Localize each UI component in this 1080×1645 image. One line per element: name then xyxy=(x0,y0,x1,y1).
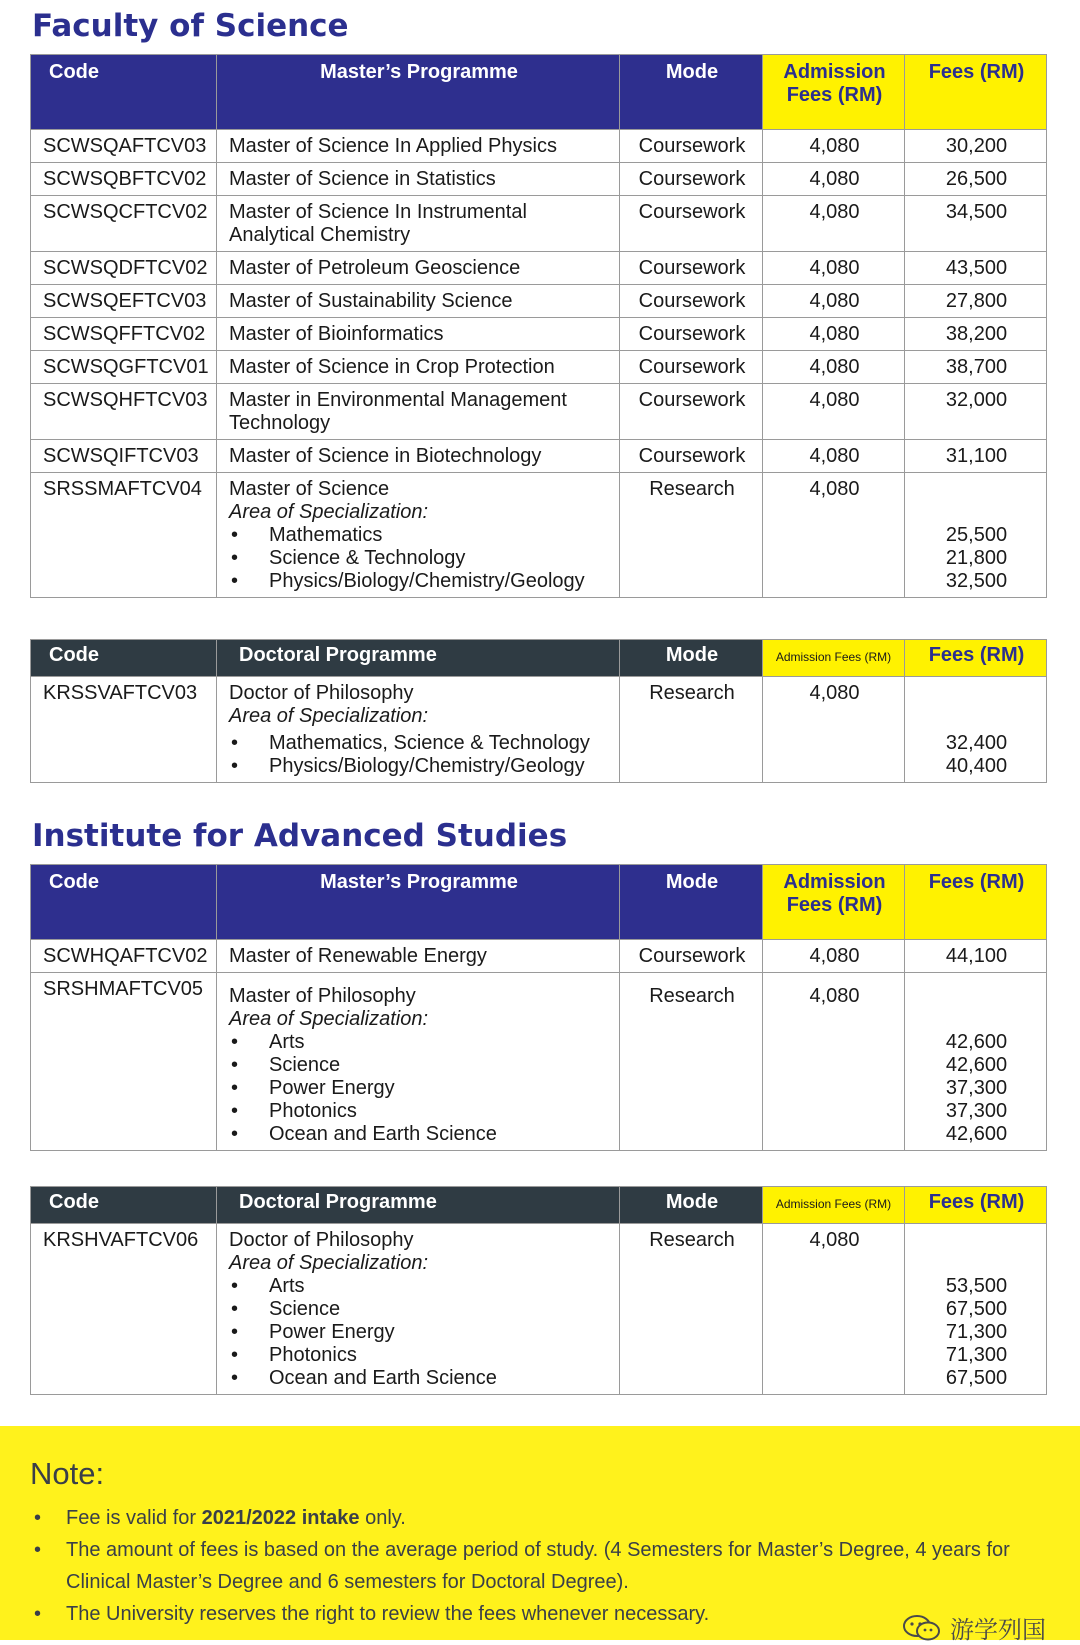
table-header-row xyxy=(31,865,1047,940)
table-header-row xyxy=(31,1187,1047,1224)
fee-cell: 27,800 xyxy=(905,285,1047,318)
admission-fee-cell: 4,080 xyxy=(763,440,905,473)
programme-name: Master of Science in Crop Protection xyxy=(217,351,620,384)
mode-cell: Coursework xyxy=(620,940,763,973)
programme-code: SCWSQIFTCV03 xyxy=(31,440,217,473)
specialization-item: • Power Energy xyxy=(229,1321,609,1344)
specialization-fee: 37,300 xyxy=(945,1100,1008,1122)
doctoral-programme-header: Doctoral Programme xyxy=(217,640,620,677)
specialization-fee: 67,500 xyxy=(945,1367,1008,1389)
mode-cell: Research xyxy=(620,1224,763,1395)
fee-cell xyxy=(905,677,1047,783)
specialization-fee: 42,600 xyxy=(945,1031,1008,1053)
mode-header: Mode xyxy=(620,55,763,130)
ias-doctoral-table xyxy=(30,1186,1047,1395)
table-row xyxy=(31,473,1047,598)
specialization-item: • Science xyxy=(229,1298,609,1321)
admission-fee-cell: 4,080 xyxy=(763,1224,905,1395)
programme-name: Master of Bioinformatics xyxy=(217,318,620,351)
admission-fee-cell: 4,080 xyxy=(763,252,905,285)
programme-code: SCWSQCFTCV02 xyxy=(31,196,217,252)
note-item-1-pre: Fee is valid for xyxy=(66,1507,202,1529)
programme-title: Doctor of Philosophy xyxy=(229,682,414,704)
specialization-fee: 42,600 xyxy=(945,1123,1008,1145)
admission-fee-cell: 4,080 xyxy=(763,163,905,196)
mode-cell: Coursework xyxy=(620,163,763,196)
table-row xyxy=(31,285,1047,318)
specialization-fee: 21,800 xyxy=(945,547,1008,569)
mode-header: Mode xyxy=(620,1187,763,1224)
specialization-item: • Science & Technology xyxy=(229,547,609,570)
fee-cell: 26,500 xyxy=(905,163,1047,196)
specialization-item: • Arts xyxy=(229,1031,609,1054)
programme-name: Master of Science In Instrumental Analytical Chemistry xyxy=(217,196,620,252)
table-row xyxy=(31,351,1047,384)
programme-code: SCWSQGFTCV01 xyxy=(31,351,217,384)
admission-fees-header: Admission Fees (RM) xyxy=(763,865,905,940)
code-header: Code xyxy=(31,1187,217,1224)
programme-name xyxy=(217,677,620,783)
mode-cell: Coursework xyxy=(620,196,763,252)
table-row xyxy=(31,677,1047,783)
note-title: Note: xyxy=(30,1456,105,1491)
note-panel xyxy=(0,1426,1080,1644)
specialization-fee: 32,400 xyxy=(945,732,1008,754)
admission-fee-cell: 4,080 xyxy=(763,130,905,163)
table-header-row xyxy=(31,640,1047,677)
specialization-list xyxy=(229,524,609,593)
table-row xyxy=(31,196,1047,252)
mode-cell: Coursework xyxy=(620,440,763,473)
mode-header: Mode xyxy=(620,640,763,677)
admission-fee-cell: 4,080 xyxy=(763,473,905,598)
programme-code: SCWSQFFTCV02 xyxy=(31,318,217,351)
programme-title: Master of Science xyxy=(229,478,390,500)
specialization-item: • Science xyxy=(229,1054,609,1077)
mode-cell: Coursework xyxy=(620,285,763,318)
admission-fee-cell: 4,080 xyxy=(763,196,905,252)
mode-cell: Coursework xyxy=(620,351,763,384)
fee-cell: 38,200 xyxy=(905,318,1047,351)
specialization-item: • Physics/Biology/Chemistry/Geology xyxy=(229,570,609,593)
fee-cell: 32,000 xyxy=(905,384,1047,440)
programme-name: Master of Science in Statistics xyxy=(217,163,620,196)
fee-cell: 30,200 xyxy=(905,130,1047,163)
note-intake-highlight: 2021/2022 intake xyxy=(201,1507,360,1529)
programme-code: SRSSMAFTCV04 xyxy=(31,473,217,598)
mode-cell: Coursework xyxy=(620,384,763,440)
fees-header: Fees (RM) xyxy=(905,640,1047,677)
table-row xyxy=(31,163,1047,196)
specialization-fee: 67,500 xyxy=(945,1298,1008,1320)
institute-for-advanced-studies-title: Institute for Advanced Studies xyxy=(32,818,568,854)
programme-code: KRSHVAFTCV06 xyxy=(31,1224,217,1395)
fee-cell: 43,500 xyxy=(905,252,1047,285)
admission-fees-header: Admission Fees (RM) xyxy=(763,55,905,130)
fee-cell: 31,100 xyxy=(905,440,1047,473)
specialization-item: • Ocean and Earth Science xyxy=(229,1123,609,1146)
specialization-fee: 25,500 xyxy=(945,524,1008,546)
specialization-fee: 37,300 xyxy=(945,1077,1008,1099)
specialization-fee: 71,300 xyxy=(945,1344,1008,1366)
programme-name xyxy=(217,473,620,598)
faculty-of-science-title: Faculty of Science xyxy=(32,8,349,44)
table-row xyxy=(31,318,1047,351)
table-row xyxy=(31,973,1047,1151)
note-item: • The University reserves the right to review the fees whenever necessary. xyxy=(30,1598,1070,1630)
masters-programme-header: Master’s Programme xyxy=(217,55,620,130)
specialization-fee: 71,300 xyxy=(945,1321,1008,1343)
programme-code: SCWSQHFTCV03 xyxy=(31,384,217,440)
specialization-item: • Ocean and Earth Science xyxy=(229,1367,609,1390)
table-row xyxy=(31,384,1047,440)
doctoral-programme-header: Doctoral Programme xyxy=(217,1187,620,1224)
admission-fee-cell: 4,080 xyxy=(763,940,905,973)
programme-code: KRSSVAFTCV03 xyxy=(31,677,217,783)
fees-header: Fees (RM) xyxy=(905,865,1047,940)
fos-doctoral-table xyxy=(30,639,1047,783)
specialization-fee: 42,600 xyxy=(945,1054,1008,1076)
fees-header: Fees (RM) xyxy=(905,55,1047,130)
admission-fee-cell: 4,080 xyxy=(763,973,905,1151)
programme-name xyxy=(217,973,620,1151)
mode-cell: Coursework xyxy=(620,252,763,285)
specialization-list xyxy=(229,1031,609,1146)
admission-fee-cell: 4,080 xyxy=(763,351,905,384)
table-row xyxy=(31,1224,1047,1395)
fee-cell xyxy=(905,973,1047,1151)
programme-code: SCWHQAFTCV02 xyxy=(31,940,217,973)
watermark-text: 游学列国 xyxy=(950,1617,1046,1644)
ias-masters-table xyxy=(30,864,1047,1151)
admission-fees-header: Admission Fees (RM) xyxy=(763,640,905,677)
specialization-item: • Photonics xyxy=(229,1344,609,1367)
code-header: Code xyxy=(31,865,217,940)
programme-name: Master of Petroleum Geoscience xyxy=(217,252,620,285)
programme-code: SCWSQEFTCV03 xyxy=(31,285,217,318)
programme-title: Doctor of Philosophy xyxy=(229,1229,414,1251)
specialization-label: Area of Specialization: xyxy=(229,1252,429,1274)
specialization-item: • Mathematics xyxy=(229,524,609,547)
programme-title: Master of Philosophy xyxy=(229,985,416,1007)
wechat-icon xyxy=(902,1614,942,1642)
mode-cell: Coursework xyxy=(620,318,763,351)
specialization-fee: 53,500 xyxy=(945,1275,1008,1297)
programme-name: Master in Environmental Management Technology xyxy=(217,384,620,440)
admission-fees-header: Admission Fees (RM) xyxy=(763,1187,905,1224)
specialization-label: Area of Specialization: xyxy=(229,1008,429,1030)
specialization-item: • Physics/Biology/Chemistry/Geology xyxy=(229,755,609,778)
specialization-item: • Power Energy xyxy=(229,1077,609,1100)
fee-cell: 34,500 xyxy=(905,196,1047,252)
programme-code: SCWSQDFTCV02 xyxy=(31,252,217,285)
admission-fee-cell: 4,080 xyxy=(763,285,905,318)
note-item-1-post: only. xyxy=(359,1507,406,1529)
masters-programme-header: Master’s Programme xyxy=(217,865,620,940)
programme-name: Master of Renewable Energy xyxy=(217,940,620,973)
note-item: • The amount of fees is based on the average period of study. (4 Semesters for Master’s Degree, 4 years for Clinical Master’s Degree and 6 semesters for Doctoral Degree). xyxy=(30,1534,1070,1598)
mode-header: Mode xyxy=(620,865,763,940)
fos-masters-table xyxy=(30,54,1047,598)
fee-cell xyxy=(905,473,1047,598)
table-row xyxy=(31,252,1047,285)
specialization-label: Area of Specialization: xyxy=(229,705,429,727)
programme-name: Master of Science in Biotechnology xyxy=(217,440,620,473)
mode-cell: Research xyxy=(620,473,763,598)
programme-code: SCWSQAFTCV03 xyxy=(31,130,217,163)
specialization-fee: 40,400 xyxy=(945,755,1008,777)
specialization-list xyxy=(229,732,609,778)
admission-fee-cell: 4,080 xyxy=(763,318,905,351)
specialization-item: • Photonics xyxy=(229,1100,609,1123)
fees-header: Fees (RM) xyxy=(905,1187,1047,1224)
programme-name: Master of Science In Applied Physics xyxy=(217,130,620,163)
specialization-label: Area of Specialization: xyxy=(229,501,429,523)
specialization-item: • Mathematics, Science & Technology xyxy=(229,732,609,755)
programme-code: SRSHMAFTCV05 xyxy=(31,973,217,1151)
mode-cell: Coursework xyxy=(620,130,763,163)
fee-cell xyxy=(905,1224,1047,1395)
programme-name: Master of Sustainability Science xyxy=(217,285,620,318)
table-row xyxy=(31,130,1047,163)
specialization-list xyxy=(229,1275,609,1390)
note-item xyxy=(30,1502,1070,1534)
specialization-fee: 32,500 xyxy=(945,570,1008,592)
code-header: Code xyxy=(31,640,217,677)
table-header-row xyxy=(31,55,1047,130)
admission-fee-cell: 4,080 xyxy=(763,384,905,440)
fee-cell: 44,100 xyxy=(905,940,1047,973)
code-header: Code xyxy=(31,55,217,130)
specialization-item: • Arts xyxy=(229,1275,609,1298)
mode-cell: Research xyxy=(620,973,763,1151)
table-row xyxy=(31,440,1047,473)
programme-name xyxy=(217,1224,620,1395)
admission-fee-cell: 4,080 xyxy=(763,677,905,783)
fee-cell: 38,700 xyxy=(905,351,1047,384)
mode-cell: Research xyxy=(620,677,763,783)
programme-code: SCWSQBFTCV02 xyxy=(31,163,217,196)
table-row xyxy=(31,940,1047,973)
